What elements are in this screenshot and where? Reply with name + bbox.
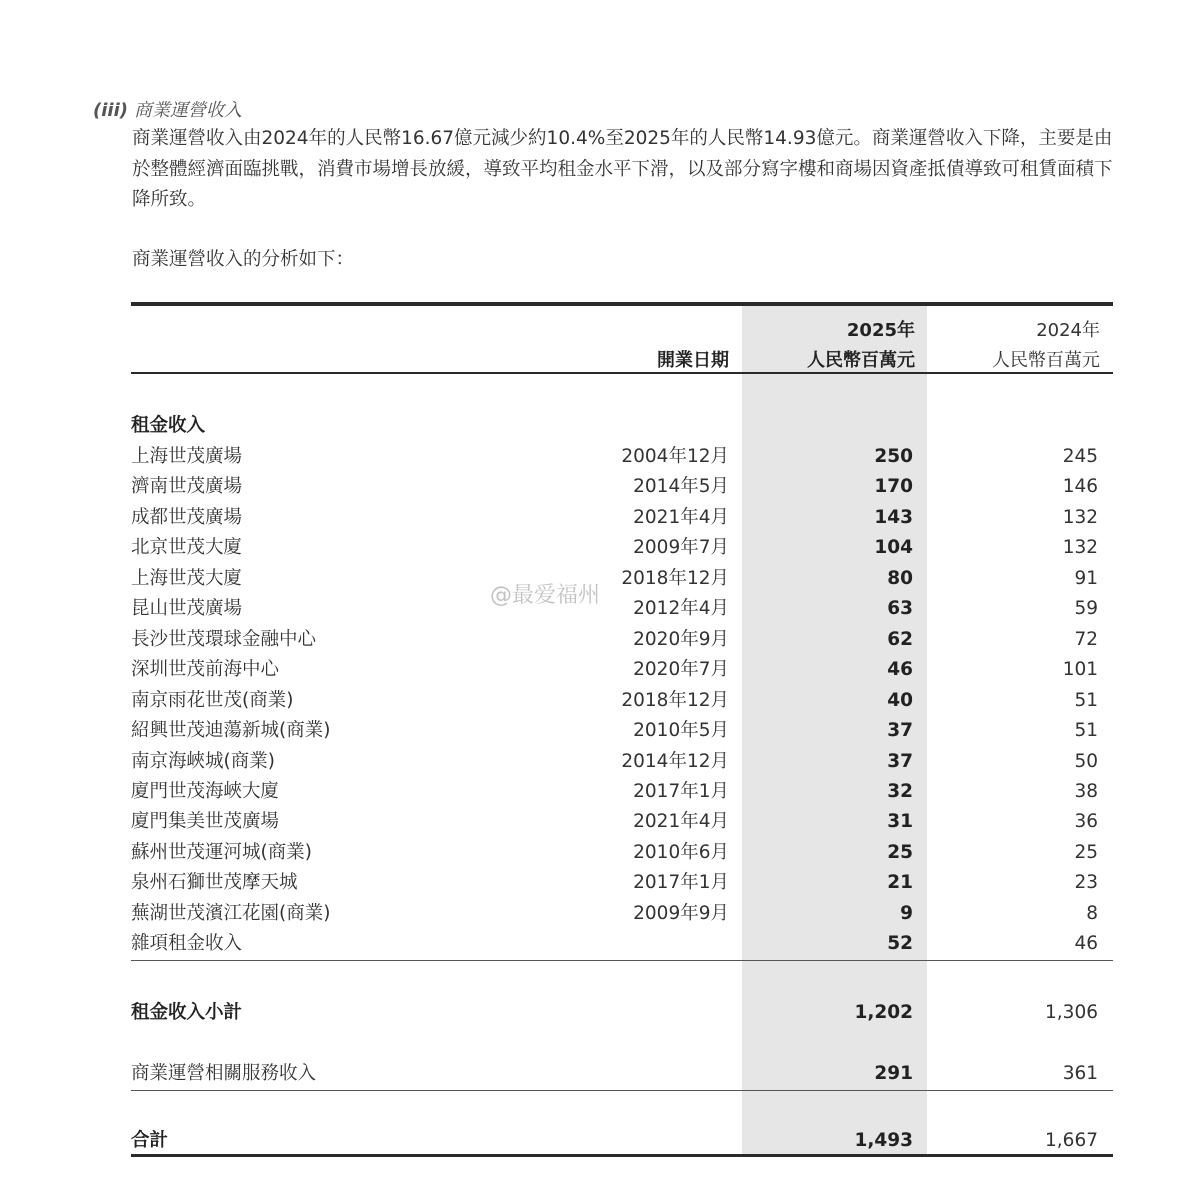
value-2025: 21 <box>887 872 913 894</box>
value-2024: 146 <box>1062 476 1098 498</box>
table-row <box>131 686 1101 716</box>
table-row <box>131 503 1101 533</box>
value-2024: 25 <box>1074 841 1098 863</box>
table-row <box>131 625 1101 655</box>
watermark: @最爱福州 <box>490 583 601 608</box>
table-row <box>131 655 1101 685</box>
subtotal-2025: 1,202 <box>854 1002 913 1023</box>
header-2024-year: 2024年 <box>1036 320 1100 341</box>
value-2024: 38 <box>1074 780 1098 802</box>
opening-date: 2017年1月 <box>633 872 729 894</box>
opening-date: 2012年4月 <box>633 598 729 620</box>
value-2024: 245 <box>1062 446 1098 467</box>
table-row <box>131 564 1101 594</box>
section-number: (iii) <box>93 100 128 121</box>
value-2024: 59 <box>1074 598 1098 620</box>
opening-date: 2021年4月 <box>633 811 729 833</box>
table-bottom-rule <box>131 1154 1113 1157</box>
value-2024: 51 <box>1074 689 1098 711</box>
property-name: 泉州石獅世茂摩天城 <box>131 872 298 894</box>
property-name: 蕪湖世茂濱江花園(商業) <box>131 902 331 924</box>
value-2025: 80 <box>887 567 913 589</box>
table-row <box>131 838 1101 868</box>
opening-date: 2010年6月 <box>633 841 729 863</box>
value-2024: 101 <box>1062 659 1098 681</box>
value-2024: 36 <box>1074 811 1098 833</box>
value-2025: 63 <box>887 598 913 620</box>
section-heading <box>93 96 242 122</box>
table-row <box>131 777 1101 807</box>
property-name: 昆山世茂廣場 <box>131 598 243 620</box>
table-row <box>131 442 1101 472</box>
value-2025: 32 <box>887 780 913 802</box>
rental-income-group <box>131 411 1101 441</box>
table-row <box>131 929 1101 959</box>
value-2024: 132 <box>1062 537 1098 559</box>
subtotal-label: 租金收入小計 <box>131 1002 243 1023</box>
header-2025-unit: 人民幣百萬元 <box>807 350 915 371</box>
value-2025: 46 <box>887 659 913 681</box>
table-row <box>131 899 1101 929</box>
subtotal-2024: 1,306 <box>1045 1002 1098 1023</box>
property-name: 長沙世茂環球金融中心 <box>131 628 317 650</box>
header-2025-year: 2025年 <box>846 320 915 341</box>
opening-date: 2021年4月 <box>633 506 729 528</box>
value-2025: 31 <box>887 811 913 833</box>
table-top-rule <box>131 302 1113 306</box>
table-row <box>131 807 1101 837</box>
table-row <box>131 747 1101 777</box>
total-2024: 1,667 <box>1045 1130 1098 1151</box>
opening-date: 2017年1月 <box>633 780 729 802</box>
service-rule <box>131 1090 1113 1091</box>
value-2025: 170 <box>874 476 913 498</box>
value-2025: 250 <box>874 446 913 467</box>
value-2025: 143 <box>874 506 913 528</box>
value-2024: 72 <box>1074 628 1098 650</box>
opening-date: 2018年12月 <box>621 689 729 711</box>
summary-paragraph: 商業運營收入由2024年的人民幣16.67億元減少約10.4%至2025年的人民幣14.93億元。商業運營收入下降，主要是由於整體經濟面臨挑戰，消費市場增長放緩，導致平均租金水平下滑，以及部分寫字樓和商場因資產抵債導致可租賃面積下降所致。 <box>132 128 1113 210</box>
value-2024: 46 <box>1074 933 1098 955</box>
opening-date: 2018年12月 <box>621 567 729 589</box>
value-2024: 8 <box>1086 902 1098 924</box>
opening-date: 2010年5月 <box>633 720 729 742</box>
subtotal-row <box>131 998 1101 1028</box>
value-2024: 91 <box>1074 567 1098 589</box>
property-name: 蘇州世茂運河城(商業) <box>131 841 312 863</box>
value-2025: 37 <box>887 720 913 742</box>
value-2025: 9 <box>900 902 913 924</box>
property-name: 南京海峽城(商業) <box>131 750 275 772</box>
service-2024: 361 <box>1062 1063 1098 1084</box>
table-row <box>131 716 1101 746</box>
header-opening-date: 開業日期 <box>657 350 729 371</box>
property-name: 南京雨花世茂(商業) <box>131 689 294 711</box>
opening-date: 2009年7月 <box>633 537 729 559</box>
total-row <box>131 1126 1101 1156</box>
table-row <box>131 472 1101 502</box>
opening-date: 2014年12月 <box>621 750 729 772</box>
rental-rows-rule <box>131 960 1113 961</box>
section-title: 商業運營收入 <box>133 100 242 121</box>
value-2025: 40 <box>887 689 913 711</box>
table-row <box>131 594 1101 624</box>
value-2025: 25 <box>887 841 913 863</box>
table-intro: 商業運營收入的分析如下： <box>132 249 355 270</box>
total-label: 合計 <box>131 1130 169 1151</box>
property-name: 廈門世茂海峽大廈 <box>131 780 280 802</box>
value-2024: 23 <box>1074 872 1098 894</box>
property-name: 深圳世茂前海中心 <box>131 659 280 681</box>
service-2025: 291 <box>874 1063 913 1084</box>
property-name: 雜項租金收入 <box>131 933 243 955</box>
property-name: 濟南世茂廣場 <box>131 476 243 498</box>
opening-date: 2009年9月 <box>633 902 729 924</box>
property-name: 成都世茂廣場 <box>131 506 243 528</box>
opening-date: 2020年9月 <box>633 628 729 650</box>
header-2024-unit: 人民幣百萬元 <box>992 350 1100 371</box>
rental-income-label: 租金收入 <box>131 415 206 436</box>
table-row <box>131 533 1101 563</box>
table-header-rule <box>131 372 1113 374</box>
opening-date: 2014年5月 <box>633 476 729 498</box>
property-name: 上海世茂大廈 <box>131 567 243 589</box>
property-name: 廈門集美世茂廣場 <box>131 811 280 833</box>
value-2025: 52 <box>887 933 913 955</box>
value-2024: 51 <box>1074 720 1098 742</box>
value-2025: 62 <box>887 628 913 650</box>
value-2025: 104 <box>874 537 913 559</box>
value-2024: 132 <box>1062 506 1098 528</box>
service-row <box>131 1059 1101 1089</box>
opening-date: 2020年7月 <box>633 659 729 681</box>
opening-date: 2004年12月 <box>621 446 729 467</box>
property-name: 上海世茂廣場 <box>131 446 243 467</box>
property-name: 紹興世茂迪蕩新城(商業) <box>131 720 331 742</box>
value-2025: 37 <box>887 750 913 772</box>
service-label: 商業運營相關服務收入 <box>131 1063 317 1084</box>
property-name: 北京世茂大廈 <box>131 537 243 559</box>
table-row <box>131 868 1101 898</box>
total-2025: 1,493 <box>854 1130 913 1151</box>
value-2024: 50 <box>1074 750 1098 772</box>
